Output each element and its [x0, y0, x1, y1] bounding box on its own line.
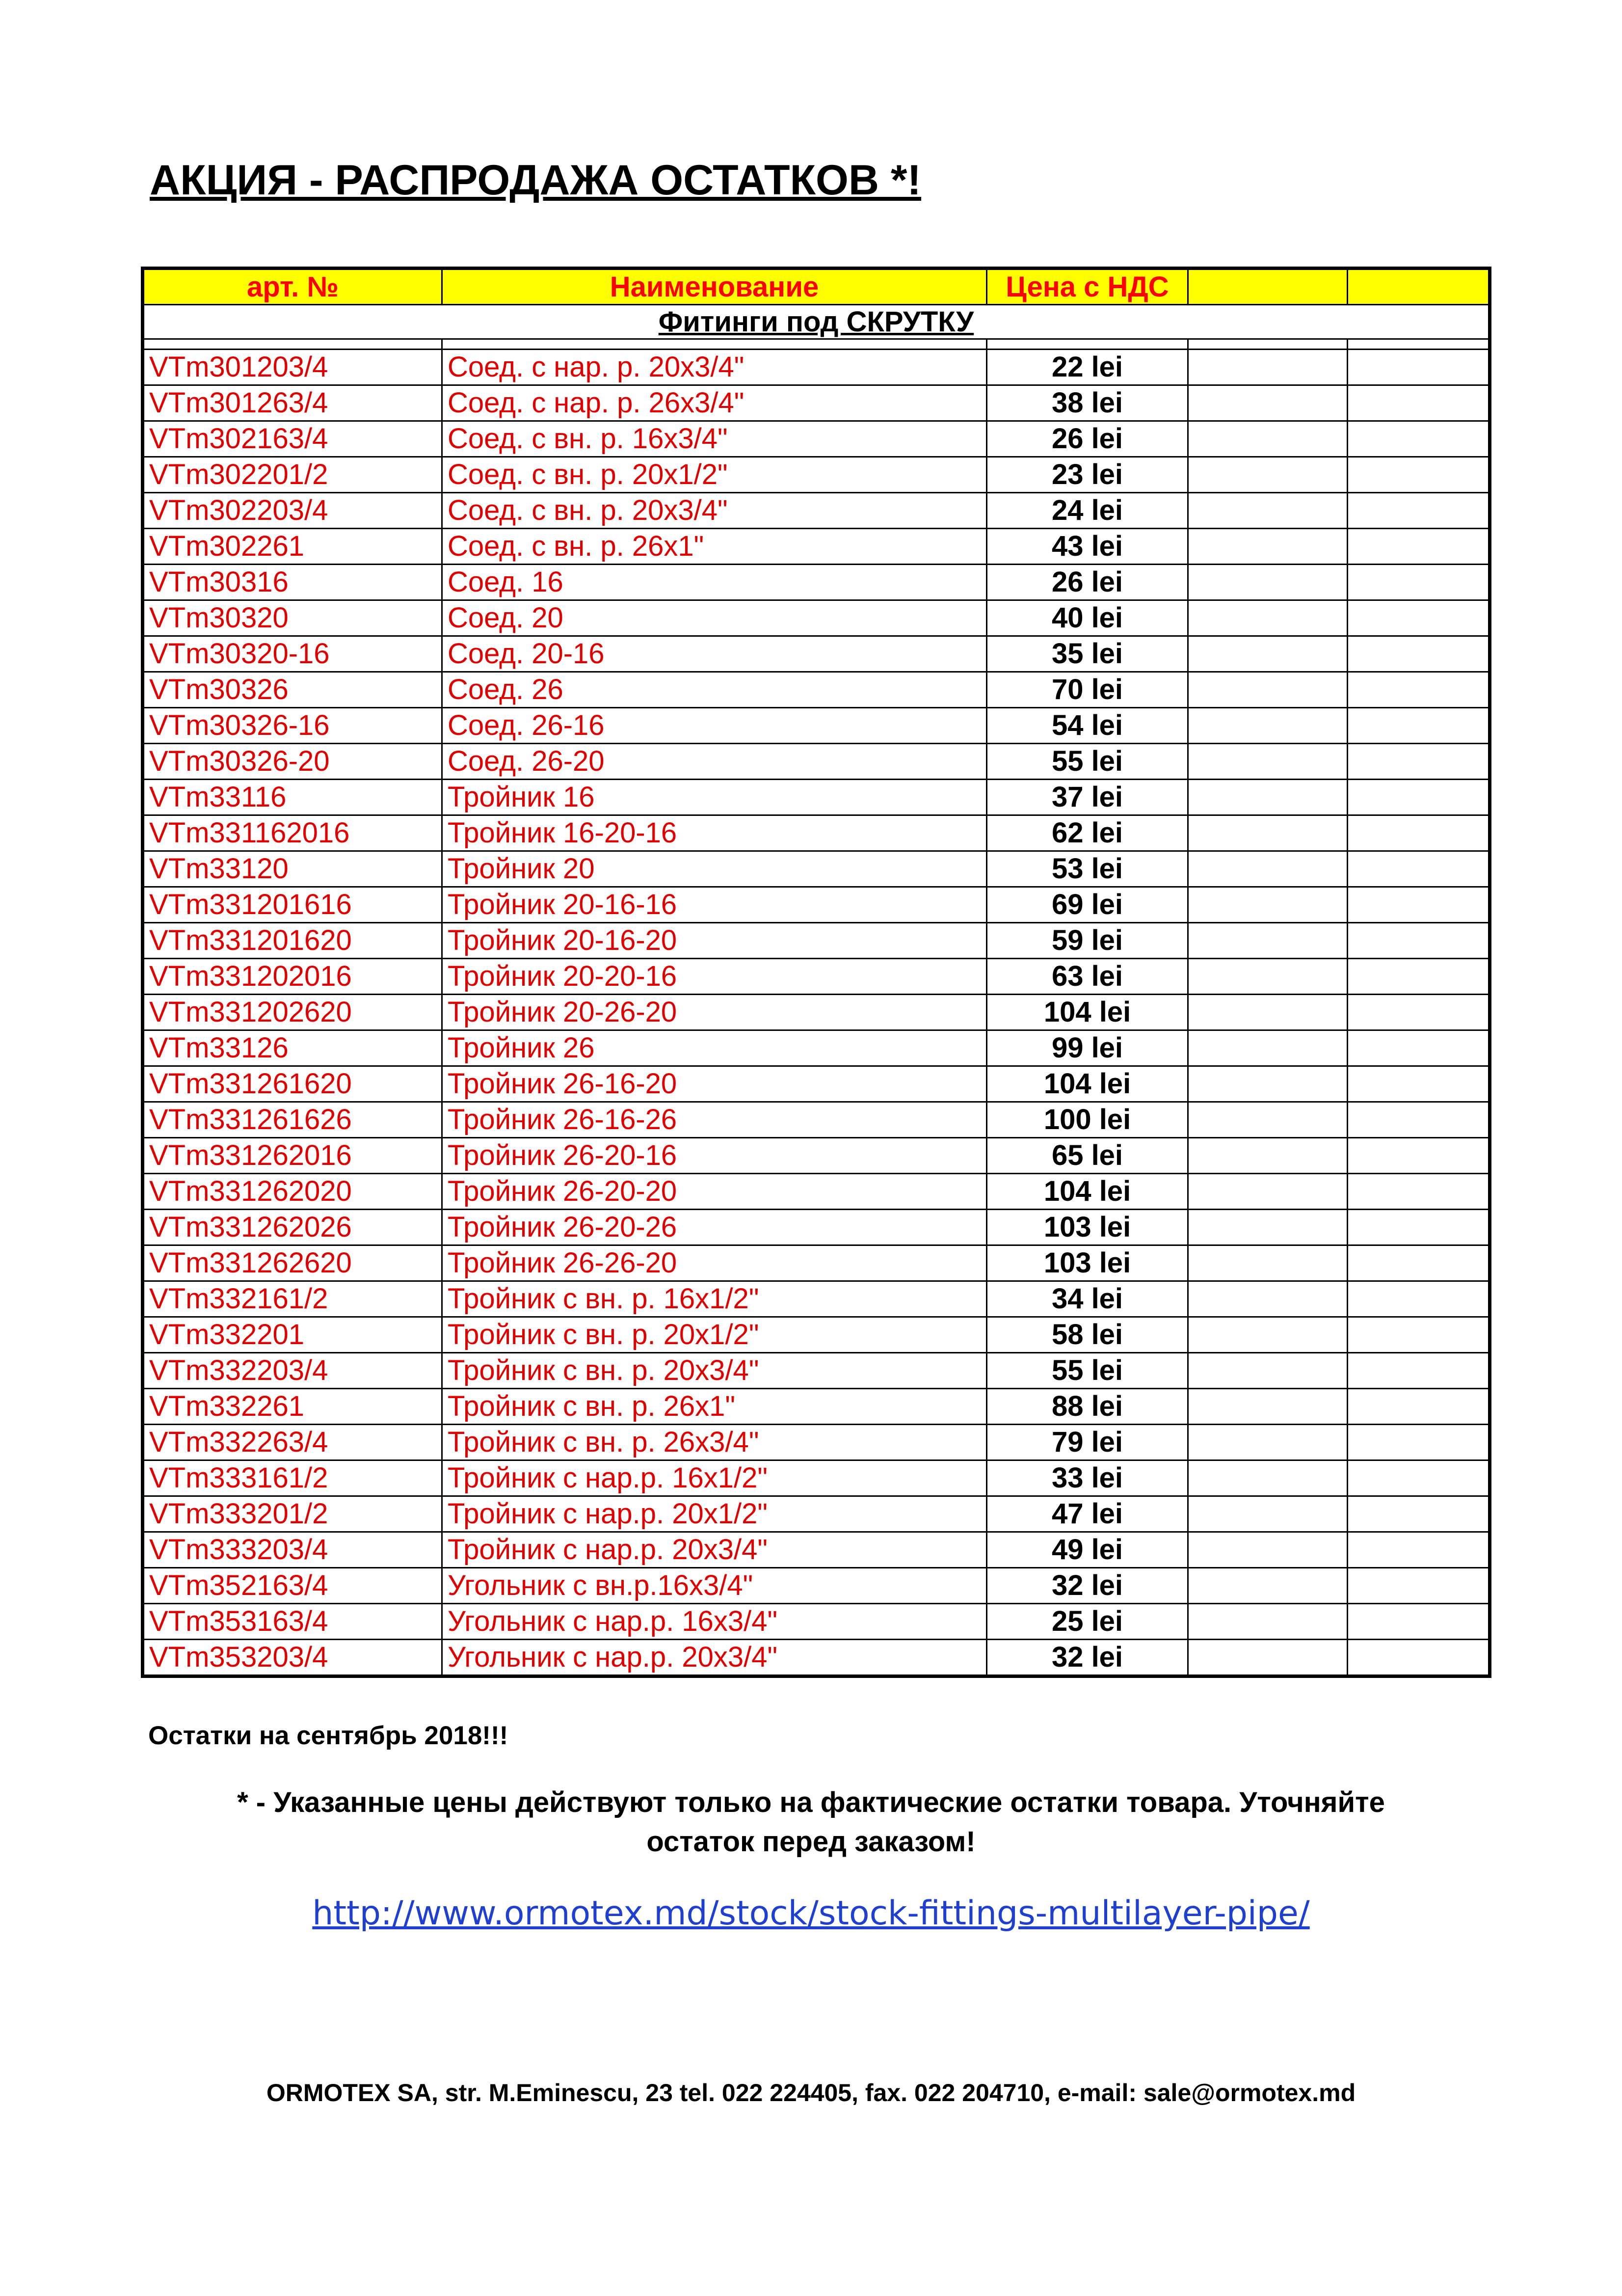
empty-cell: [1188, 995, 1348, 1030]
name-cell: Соед. 16: [442, 565, 987, 600]
table-row: [143, 350, 1490, 385]
section-title-row: [143, 305, 1490, 339]
empty-cell: [1348, 421, 1490, 457]
section-title: Фитинги под СКРУТКУ: [143, 305, 1490, 339]
article-cell: VTm33126: [143, 1030, 442, 1066]
table-row: [143, 600, 1490, 636]
article-cell: VTm33116: [143, 780, 442, 815]
price-cell: 99 lei: [987, 1030, 1188, 1066]
price-cell: 70 lei: [987, 672, 1188, 708]
table-row: [143, 1568, 1490, 1604]
price-cell: 43 lei: [987, 529, 1188, 565]
empty-cell: [1188, 1138, 1348, 1174]
price-cell: 55 lei: [987, 744, 1188, 780]
column-header-price: Цена с НДС: [987, 269, 1188, 305]
disclaimer-line-1: * - Указанные цены действуют только на фактические остатки товара. Уточняйте: [237, 1786, 1385, 1818]
price-cell: 40 lei: [987, 600, 1188, 636]
price-cell: 34 lei: [987, 1281, 1188, 1317]
article-cell: VTm30316: [143, 565, 442, 600]
name-cell: Соед. 26-16: [442, 708, 987, 744]
article-cell: VTm301203/4: [143, 350, 442, 385]
article-cell: VTm331261620: [143, 1066, 442, 1102]
price-cell: 69 lei: [987, 887, 1188, 923]
empty-cell: [1188, 493, 1348, 529]
price-cell: 104 lei: [987, 995, 1188, 1030]
empty-cell: [1348, 1066, 1490, 1102]
empty-cell: [1348, 1102, 1490, 1138]
article-cell: VTm331262620: [143, 1245, 442, 1281]
empty-cell: [1188, 1532, 1348, 1568]
table-row: [143, 1389, 1490, 1425]
article-cell: VTm30326-16: [143, 708, 442, 744]
empty-cell: [1188, 708, 1348, 744]
table-row: [143, 995, 1490, 1030]
empty-cell: [1188, 1174, 1348, 1210]
article-cell: VTm33120: [143, 851, 442, 887]
empty-cell: [1188, 529, 1348, 565]
name-cell: Соед. с вн. р. 26х1": [442, 529, 987, 565]
empty-cell: [1188, 887, 1348, 923]
price-cell: 38 lei: [987, 385, 1188, 421]
article-cell: VTm353163/4: [143, 1604, 442, 1640]
name-cell: Соед. 26: [442, 672, 987, 708]
stock-note: Остатки на сентябрь 2018!!!: [148, 1721, 508, 1750]
price-cell: 53 lei: [987, 851, 1188, 887]
table-row: [143, 1425, 1490, 1460]
name-cell: Соед. с нар. р. 20х3/4": [442, 350, 987, 385]
price-cell: 37 lei: [987, 780, 1188, 815]
name-cell: Тройник с нар.р. 20х1/2": [442, 1496, 987, 1532]
price-cell: 65 lei: [987, 1138, 1188, 1174]
disclaimer-line-2: остаток перед заказом!: [646, 1826, 976, 1858]
empty-cell: [1188, 1245, 1348, 1281]
table-row: [143, 1496, 1490, 1532]
empty-cell: [1188, 1210, 1348, 1245]
article-cell: VTm352163/4: [143, 1568, 442, 1604]
empty-cell: [1348, 995, 1490, 1030]
table-row: [143, 887, 1490, 923]
empty-cell: [1348, 815, 1490, 851]
table-row: [143, 1532, 1490, 1568]
name-cell: Угольник с нар.р. 20х3/4": [442, 1640, 987, 1676]
article-cell: VTm30326: [143, 672, 442, 708]
table-row: [143, 385, 1490, 421]
name-cell: Тройник 20-20-16: [442, 959, 987, 995]
empty-cell: [1188, 350, 1348, 385]
empty-cell: [1188, 851, 1348, 887]
price-cell: 103 lei: [987, 1245, 1188, 1281]
article-cell: VTm302201/2: [143, 457, 442, 493]
price-cell: 26 lei: [987, 421, 1188, 457]
name-cell: Тройник с вн. р. 26х1": [442, 1389, 987, 1425]
price-cell: 62 lei: [987, 815, 1188, 851]
empty-cell: [1348, 923, 1490, 959]
empty-cell: [1348, 1532, 1490, 1568]
table-row: [143, 493, 1490, 529]
empty-cell: [1348, 1317, 1490, 1353]
empty-cell: [1348, 1568, 1490, 1604]
article-cell: VTm30326-20: [143, 744, 442, 780]
price-cell: 32 lei: [987, 1640, 1188, 1676]
article-cell: VTm302163/4: [143, 421, 442, 457]
empty-cell: [1348, 672, 1490, 708]
empty-cell: [1348, 1604, 1490, 1640]
article-cell: VTm333203/4: [143, 1532, 442, 1568]
name-cell: Соед. с вн. р. 20х1/2": [442, 457, 987, 493]
article-cell: VTm30320-16: [143, 636, 442, 672]
empty-cell: [1188, 1066, 1348, 1102]
table-row: [143, 529, 1490, 565]
name-cell: Тройник 26-20-16: [442, 1138, 987, 1174]
stock-link[interactable]: http://www.ormotex.md/stock/stock-fittings-multilayer-pipe/: [312, 1894, 1310, 1933]
name-cell: Тройник 26-16-26: [442, 1102, 987, 1138]
table-row: [143, 1281, 1490, 1317]
page-title: АКЦИЯ - РАСПРОДАЖА ОСТАТКОВ *!: [150, 157, 922, 204]
article-cell: VTm332263/4: [143, 1425, 442, 1460]
empty-cell: [1188, 1030, 1348, 1066]
empty-cell: [1348, 529, 1490, 565]
name-cell: Тройник с вн. р. 20х1/2": [442, 1317, 987, 1353]
empty-cell: [1188, 1102, 1348, 1138]
empty-cell: [1348, 1281, 1490, 1317]
article-cell: VTm331201616: [143, 887, 442, 923]
price-cell: 104 lei: [987, 1066, 1188, 1102]
empty-cell: [1348, 887, 1490, 923]
table-row: [143, 1210, 1490, 1245]
empty-cell: [1188, 1425, 1348, 1460]
table-row: [143, 421, 1490, 457]
price-cell: 35 lei: [987, 636, 1188, 672]
name-cell: Тройник с вн. р. 20х3/4": [442, 1353, 987, 1389]
article-cell: VTm333201/2: [143, 1496, 442, 1532]
price-cell: 79 lei: [987, 1425, 1188, 1460]
article-cell: VTm302261: [143, 529, 442, 565]
name-cell: Соед. 20: [442, 600, 987, 636]
article-cell: VTm301263/4: [143, 385, 442, 421]
empty-cell: [1348, 1138, 1490, 1174]
price-cell: 49 lei: [987, 1532, 1188, 1568]
spacer-cell: [987, 339, 1188, 350]
article-cell: VTm331262020: [143, 1174, 442, 1210]
table-row: [143, 780, 1490, 815]
table-row: [143, 457, 1490, 493]
table-row: [143, 708, 1490, 744]
empty-cell: [1188, 1496, 1348, 1532]
table-row: [143, 1640, 1490, 1676]
empty-cell: [1188, 600, 1348, 636]
price-table: [141, 267, 1491, 1678]
empty-cell: [1348, 780, 1490, 815]
empty-cell: [1188, 457, 1348, 493]
empty-cell: [1188, 780, 1348, 815]
article-cell: VTm353203/4: [143, 1640, 442, 1676]
article-cell: VTm331262026: [143, 1210, 442, 1245]
article-cell: VTm333161/2: [143, 1460, 442, 1496]
name-cell: Тройник с нар.р. 20х3/4": [442, 1532, 987, 1568]
empty-cell: [1188, 1568, 1348, 1604]
empty-cell: [1188, 1389, 1348, 1425]
price-cell: 88 lei: [987, 1389, 1188, 1425]
empty-cell: [1348, 959, 1490, 995]
article-cell: VTm331202016: [143, 959, 442, 995]
name-cell: Тройник с вн. р. 26х3/4": [442, 1425, 987, 1460]
table-row: [143, 1030, 1490, 1066]
column-header-name: Наименование: [442, 269, 987, 305]
name-cell: Тройник 26-26-20: [442, 1245, 987, 1281]
table-row: [143, 1460, 1490, 1496]
empty-cell: [1348, 457, 1490, 493]
name-cell: Тройник с вн. р. 16х1/2": [442, 1281, 987, 1317]
company-footer: ORMOTEX SA, str. M.Eminescu, 23 tel. 022 224405, fax. 022 204710, e-mail: sale@ormotex.md: [266, 2079, 1356, 2107]
price-cell: 32 lei: [987, 1568, 1188, 1604]
price-cell: 103 lei: [987, 1210, 1188, 1245]
empty-cell: [1188, 1353, 1348, 1389]
table-row: [143, 672, 1490, 708]
price-cell: 54 lei: [987, 708, 1188, 744]
table-row: [143, 636, 1490, 672]
name-cell: Тройник с нар.р. 16х1/2": [442, 1460, 987, 1496]
price-cell: 25 lei: [987, 1604, 1188, 1640]
empty-cell: [1348, 565, 1490, 600]
empty-cell: [1188, 744, 1348, 780]
name-cell: Соед. с вн. р. 20х3/4": [442, 493, 987, 529]
empty-cell: [1348, 350, 1490, 385]
empty-cell: [1188, 636, 1348, 672]
name-cell: Тройник 20-16-16: [442, 887, 987, 923]
empty-cell: [1348, 1245, 1490, 1281]
table-row: [143, 851, 1490, 887]
article-cell: VTm332261: [143, 1389, 442, 1425]
article-cell: VTm331261626: [143, 1102, 442, 1138]
column-header-article: арт. №: [143, 269, 442, 305]
name-cell: Тройник 20-26-20: [442, 995, 987, 1030]
table-row: [143, 1102, 1490, 1138]
table-row: [143, 1604, 1490, 1640]
name-cell: Угольник с нар.р. 16х3/4": [442, 1604, 987, 1640]
empty-cell: [1348, 385, 1490, 421]
article-cell: VTm331162016: [143, 815, 442, 851]
name-cell: Тройник 26: [442, 1030, 987, 1066]
empty-cell: [1348, 1030, 1490, 1066]
name-cell: Тройник 26-16-20: [442, 1066, 987, 1102]
empty-cell: [1188, 385, 1348, 421]
empty-cell: [1348, 1210, 1490, 1245]
spacer-row: [143, 339, 1490, 350]
table-row: [143, 1174, 1490, 1210]
name-cell: Тройник 16-20-16: [442, 815, 987, 851]
empty-cell: [1188, 565, 1348, 600]
table-row: [143, 1138, 1490, 1174]
article-cell: VTm331262016: [143, 1138, 442, 1174]
spacer-cell: [1348, 339, 1490, 350]
empty-cell: [1348, 600, 1490, 636]
empty-cell: [1188, 1640, 1348, 1676]
table-row: [143, 1317, 1490, 1353]
table-row: [143, 815, 1490, 851]
table-row: [143, 744, 1490, 780]
table-row: [143, 1066, 1490, 1102]
price-cell: 58 lei: [987, 1317, 1188, 1353]
table-header-row: [143, 269, 1490, 305]
name-cell: Тройник 26-20-20: [442, 1174, 987, 1210]
price-cell: 23 lei: [987, 457, 1188, 493]
price-cell: 24 lei: [987, 493, 1188, 529]
empty-cell: [1348, 708, 1490, 744]
table-row: [143, 565, 1490, 600]
article-cell: VTm302203/4: [143, 493, 442, 529]
table-row: [143, 1353, 1490, 1389]
table-row: [143, 1245, 1490, 1281]
empty-cell: [1188, 1281, 1348, 1317]
disclaimer: [147, 1783, 1475, 1862]
price-cell: 33 lei: [987, 1460, 1188, 1496]
name-cell: Тройник 26-20-26: [442, 1210, 987, 1245]
price-cell: 104 lei: [987, 1174, 1188, 1210]
name-cell: Соед. с нар. р. 26х3/4": [442, 385, 987, 421]
empty-cell: [1188, 815, 1348, 851]
article-cell: VTm331201620: [143, 923, 442, 959]
empty-cell: [1348, 636, 1490, 672]
empty-cell: [1348, 493, 1490, 529]
price-cell: 59 lei: [987, 923, 1188, 959]
empty-cell: [1348, 1496, 1490, 1532]
article-cell: VTm332203/4: [143, 1353, 442, 1389]
table-row: [143, 923, 1490, 959]
spacer-cell: [143, 339, 442, 350]
article-cell: VTm332161/2: [143, 1281, 442, 1317]
price-cell: 26 lei: [987, 565, 1188, 600]
name-cell: Соед. 20-16: [442, 636, 987, 672]
empty-cell: [1188, 672, 1348, 708]
empty-cell: [1188, 1317, 1348, 1353]
article-cell: VTm332201: [143, 1317, 442, 1353]
price-cell: 55 lei: [987, 1353, 1188, 1389]
empty-cell: [1348, 1174, 1490, 1210]
article-cell: VTm30320: [143, 600, 442, 636]
empty-cell: [1348, 744, 1490, 780]
name-cell: Тройник 16: [442, 780, 987, 815]
empty-cell: [1348, 851, 1490, 887]
empty-cell: [1188, 959, 1348, 995]
empty-cell: [1348, 1460, 1490, 1496]
empty-cell: [1188, 923, 1348, 959]
price-cell: 47 lei: [987, 1496, 1188, 1532]
name-cell: Угольник с вн.р.16х3/4": [442, 1568, 987, 1604]
empty-cell: [1188, 1604, 1348, 1640]
empty-cell: [1348, 1425, 1490, 1460]
name-cell: Соед. с вн. р. 16х3/4": [442, 421, 987, 457]
empty-cell: [1188, 1460, 1348, 1496]
spacer-cell: [442, 339, 987, 350]
name-cell: Соед. 26-20: [442, 744, 987, 780]
article-cell: VTm331202620: [143, 995, 442, 1030]
empty-cell: [1348, 1353, 1490, 1389]
price-cell: 100 lei: [987, 1102, 1188, 1138]
empty-cell: [1188, 421, 1348, 457]
price-cell: 63 lei: [987, 959, 1188, 995]
empty-cell: [1348, 1640, 1490, 1676]
column-header-extra-2: [1348, 269, 1490, 305]
name-cell: Тройник 20: [442, 851, 987, 887]
empty-cell: [1348, 1389, 1490, 1425]
spacer-cell: [1188, 339, 1348, 350]
name-cell: Тройник 20-16-20: [442, 923, 987, 959]
table-row: [143, 959, 1490, 995]
price-cell: 22 lei: [987, 350, 1188, 385]
column-header-extra-1: [1188, 269, 1348, 305]
